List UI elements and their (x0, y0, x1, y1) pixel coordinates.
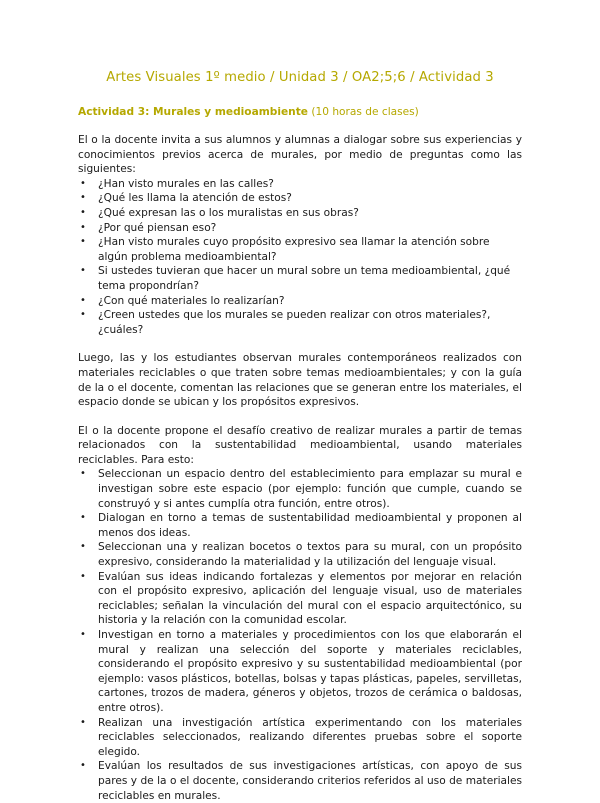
observation-paragraph: Luego, las y los estudiantes observan murales contemporáneos realizados con materiales reciclables o que traten sobre temas medioambientales; y con la guía de la o el docente, comentan las relaciones que se generan entre los materiales, el espacio donde se ubican y los propósitos expresivos. (78, 352, 522, 409)
list-item: • ¿Por qué piensan eso? (80, 221, 217, 234)
activity-heading (78, 105, 522, 119)
bullet-icon: • (80, 221, 86, 233)
bullet-icon: • (80, 512, 86, 524)
bullet-icon: • (80, 760, 86, 772)
list-item: • Investigan en torno a materiales y procedimientos con los que elaborarán el mural y realizan una selección del soporte y materiales reciclables, considerando el propósito expresivo y su sustentabilidad medioambiental (por ejemplo: vasos plásticos, botellas, bolsas y tapas plásticas, papeles, servilletas, cartones, trozos de madera, géneros y objetos, trozos de cerámica o baldosas, entre otros). (80, 629, 522, 714)
list-item: • Seleccionan un espacio dentro del establecimiento para emplazar su mural e investigan sobre este espacio (por ejemplo: función que cumple, cuando se construyó y si antes cumplía otra función, entre otros). (80, 468, 522, 510)
list-item: • Evalúan sus ideas indicando fortalezas y elementos por mejorar en relación con el propósito expresivo, aplicación del lenguaje visual, uso de materiales reciclables; señalan la vinculación del mural con el espacio arquitectónico, su historia y la relación con la comunidad escolar. (80, 570, 522, 627)
bullet-icon: • (80, 294, 86, 306)
list-item: • Seleccionan una y realizan bocetos o textos para su mural, con un propósito expresivo, considerando la materialidad y la utilización del lenguaje visual. (80, 541, 522, 569)
page-header: Artes Visuales 1º medio / Unidad 3 / OA2;5;6 / Actividad 3 (106, 70, 494, 85)
bullet-icon: • (80, 236, 86, 248)
bullet-icon: • (80, 265, 86, 277)
challenge-paragraph: El o la docente propone el desafío creativo de realizar murales a partir de temas relacionados con la sustentabilidad medioambiental, usando materiales reciclables. Para esto: (78, 424, 522, 466)
list-item: • ¿Han visto murales en las calles? (80, 177, 274, 190)
activity-hours: (10 horas de clases) (311, 106, 419, 118)
bullet-icon: • (80, 206, 86, 218)
list-item: • ¿Creen ustedes que los murales se pueden realizar con otros materiales?, ¿cuáles? (80, 309, 491, 336)
list-item: • ¿Han visto murales cuyo propósito expresivo sea llamar la atención sobre algún problema medioambiental? (80, 236, 490, 263)
bullet-icon: • (80, 629, 86, 640)
bullet-icon: • (80, 177, 86, 189)
bullet-icon: • (80, 541, 86, 553)
bullet-icon: • (80, 570, 86, 582)
list-item: • Si ustedes tuvieran que hacer un mural sobre un tema medioambiental, ¿qué tema propondrían? (80, 265, 511, 292)
list-item: • Evalúan los resultados de sus investigaciones artísticas, con apoyo de sus pares y de la o el docente, considerando criterios referidos al uso de materiales reciclables en murales. (80, 760, 522, 802)
bullet-icon: • (80, 309, 86, 321)
intro-paragraph: El o la docente invita a sus alumnos y alumnas a dialogar sobre sus experiencias y conocimientos previos acerca de murales, por medio de preguntas como las siguientes: (78, 134, 522, 176)
list-item: • Dialogan en torno a temas de sustentabilidad medioambiental y proponen al menos dos ideas. (80, 512, 522, 539)
list-item: • ¿Con qué materiales lo realizarían? (80, 294, 285, 307)
bullet-icon: • (80, 468, 86, 480)
steps-list (78, 467, 522, 803)
list-item: • Realizan una investigación artística experimentando con los materiales reciclables seleccionados, realizando diferentes pruebas sobre el soporte elegido. (80, 716, 522, 758)
bullet-icon: • (80, 716, 86, 728)
questions-list (78, 177, 522, 338)
bullet-icon: • (80, 192, 86, 204)
activity-title: Actividad 3: Murales y medioambiente (78, 106, 308, 118)
list-item: • ¿Qué les llama la atención de estos? (80, 192, 292, 205)
list-item: • ¿Qué expresan las o los muralistas en sus obras? (80, 206, 359, 219)
